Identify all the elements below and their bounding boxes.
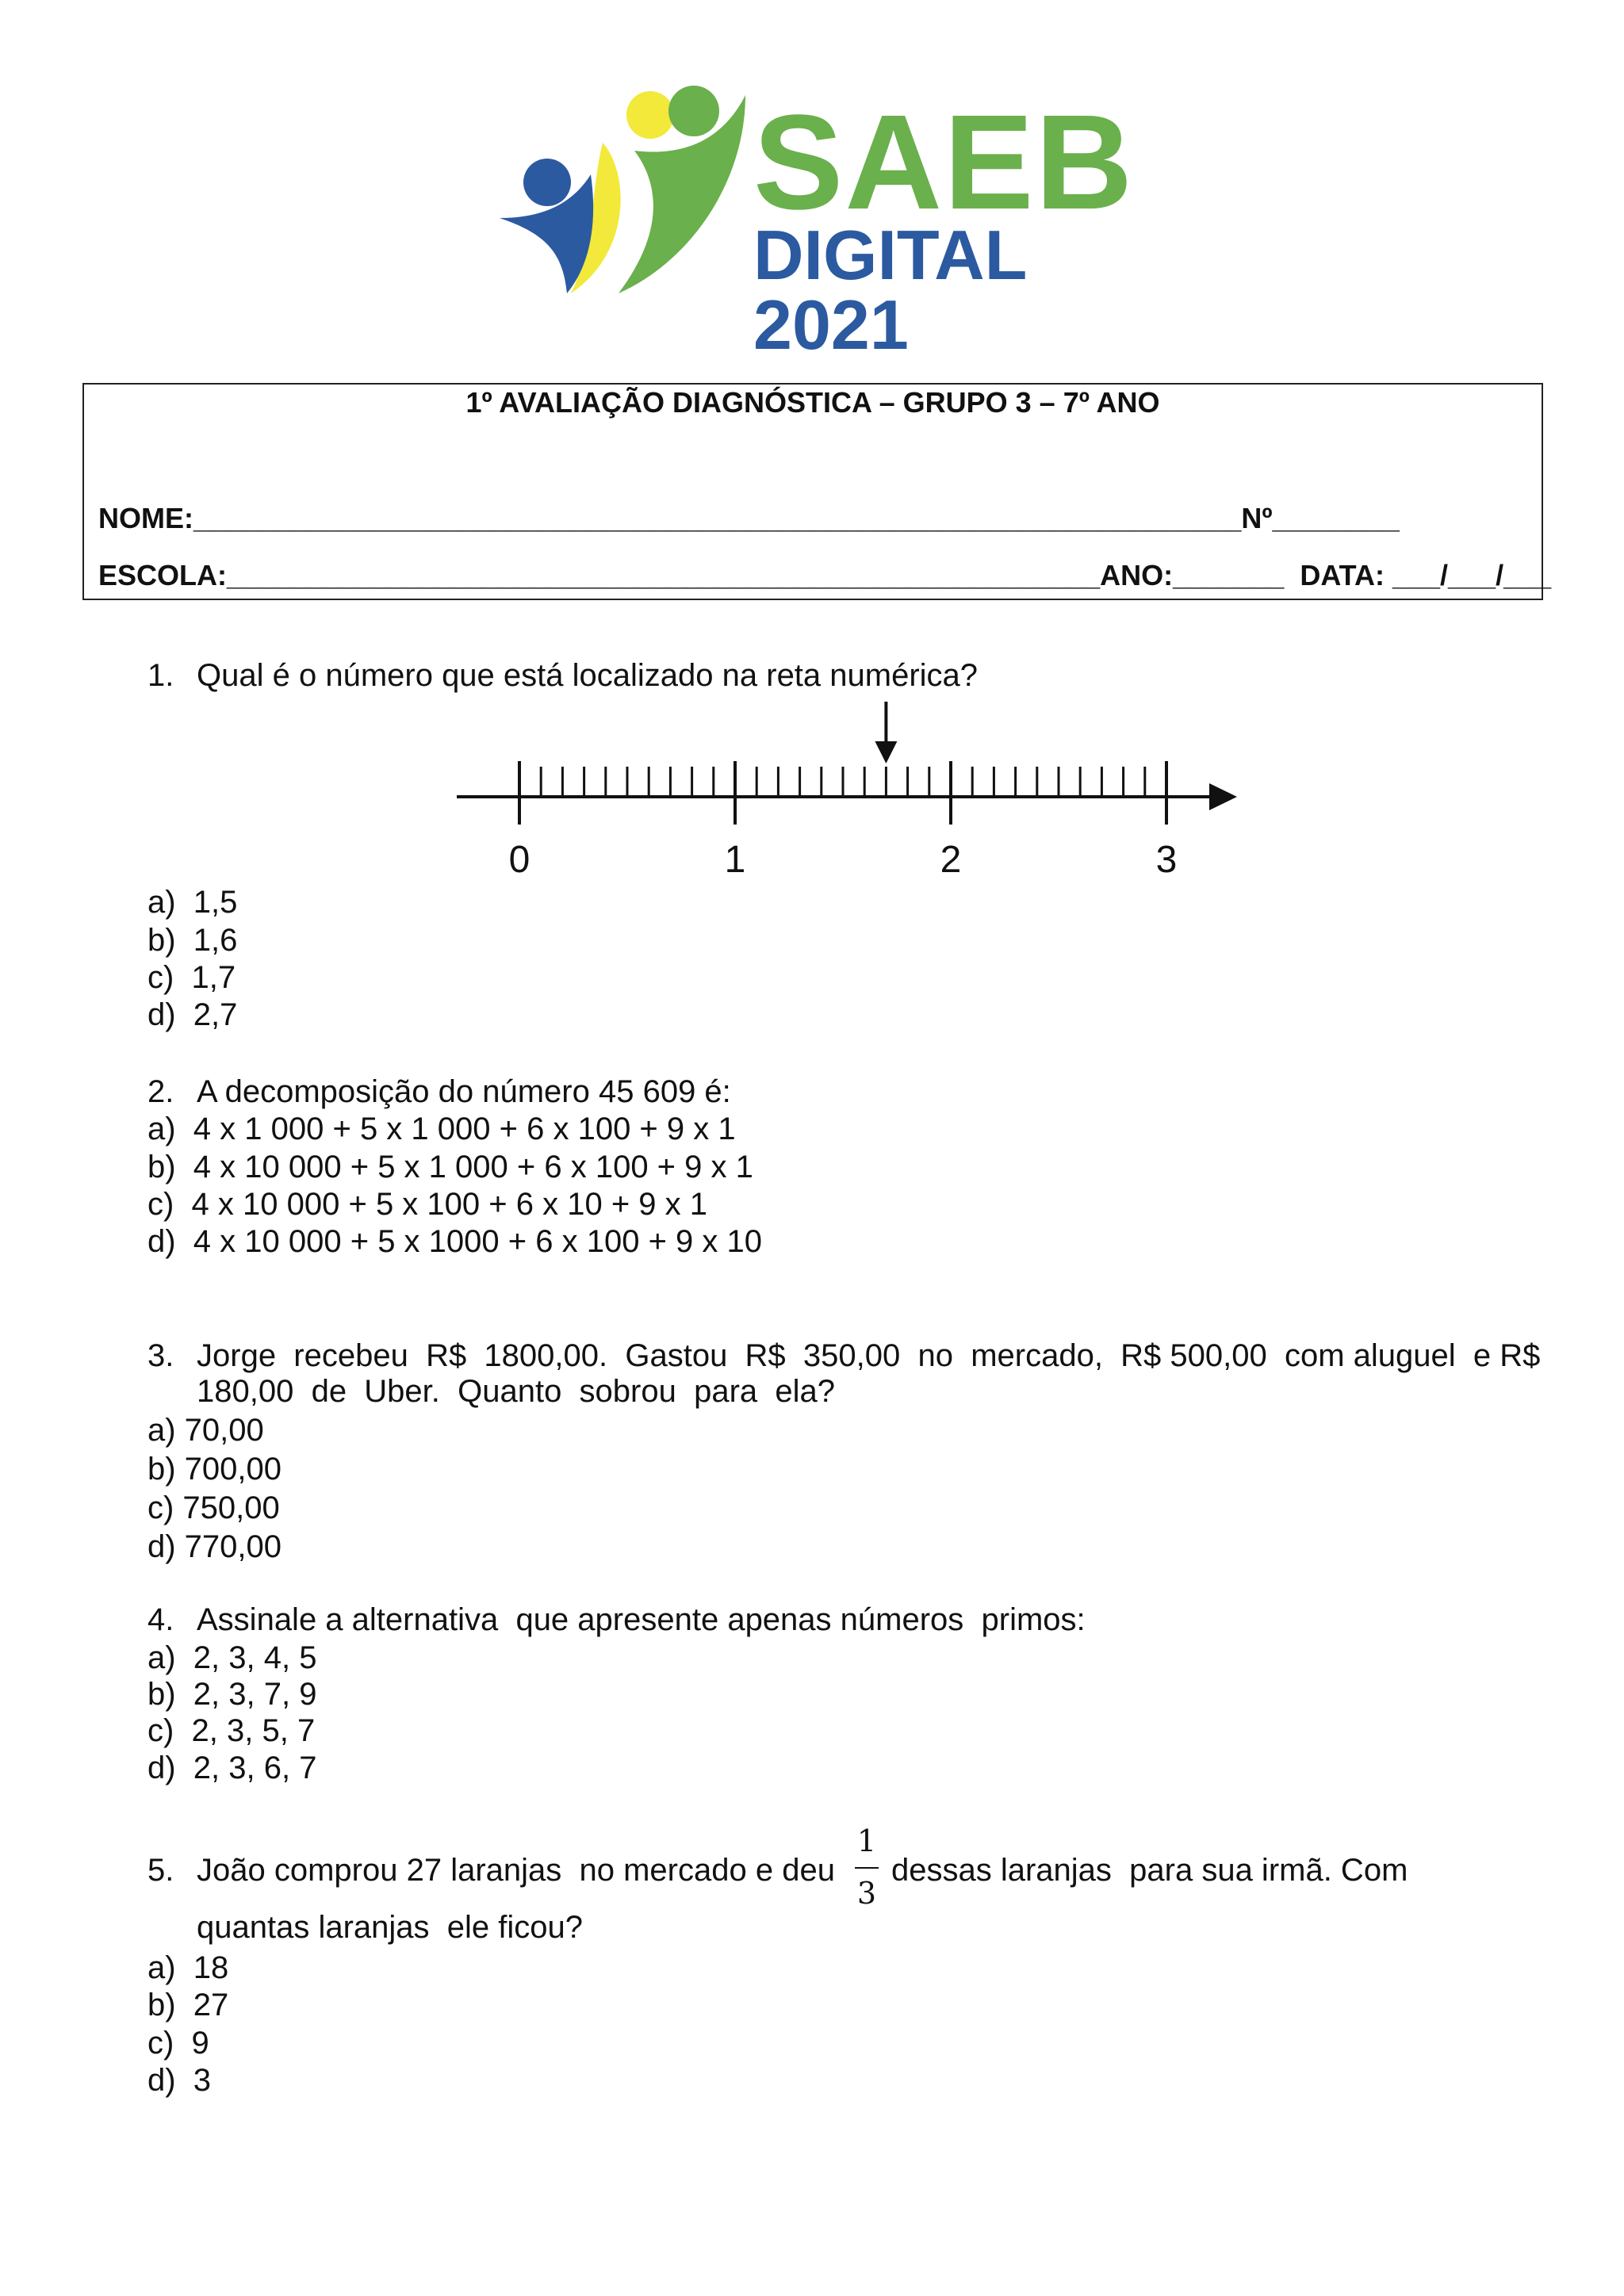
- question-4-option-c[interactable]: c) 2, 3, 5, 7: [147, 1713, 316, 1748]
- question-3-option-d[interactable]: d) 770,00: [147, 1529, 282, 1564]
- question-2-option-b[interactable]: b) 4 x 10 000 + 5 x 1 000 + 6 x 100 + 9 x 1: [147, 1150, 753, 1184]
- question-5-number: 5.: [147, 1853, 174, 1888]
- marker-arrow-icon: [875, 702, 897, 763]
- question-5-option-d[interactable]: d) 3: [147, 2063, 212, 2098]
- question-1-option-a[interactable]: a) 1,5: [147, 885, 238, 920]
- tick-label: 3: [1155, 839, 1178, 876]
- question-4-number: 4.: [147, 1602, 174, 1637]
- question-3-number: 3.: [147, 1338, 174, 1373]
- question-2-option-c[interactable]: c) 4 x 10 000 + 5 x 100 + 6 x 10 + 9 x 1: [147, 1187, 708, 1222]
- question-2-text: A decomposição do número 45 609 é:: [197, 1074, 731, 1109]
- question-3-text-line2: 180,00 de Uber. Quanto sobrou para ela?: [197, 1374, 835, 1409]
- question-1-text: Qual é o número que está localizado na reta numérica?: [197, 658, 979, 693]
- question-2-option-d[interactable]: d) 4 x 10 000 + 5 x 1000 + 6 x 100 + 9 x 10: [147, 1224, 762, 1259]
- logo-digital-text: DIGITAL 2021: [753, 216, 1026, 364]
- number-line: [452, 694, 1253, 876]
- question-5-option-c[interactable]: c) 9: [147, 2026, 209, 2061]
- saeb-logo: [492, 79, 1142, 364]
- question-5-text-line2: quantas laranjas ele ficou?: [197, 1910, 583, 1945]
- question-1-number: 1.: [147, 658, 174, 693]
- question-4-text: Assinale a alternativa que apresente apenas números primos:: [197, 1602, 1086, 1637]
- tick-label: 1: [724, 839, 746, 876]
- question-3-option-c[interactable]: c) 750,00: [147, 1490, 280, 1525]
- fraction-numerator: 1: [856, 1823, 877, 1858]
- exam-title: 1º AVALIAÇÃO DIAGNÓSTICA – GRUPO 3 – 7º ANO: [465, 386, 1160, 419]
- fraction-one-third: [853, 1823, 880, 1912]
- question-4-option-a[interactable]: a) 2, 3, 4, 5: [147, 1640, 317, 1675]
- name-number-field[interactable]: NOME:__________________________________________________________________Nº________: [98, 502, 1400, 534]
- fraction-bar: [855, 1867, 879, 1869]
- question-3-text-line1: Jorge recebeu R$ 1800,00. Gastou R$ 350,00 no mercado, R$ 500,00 com aluguel e R$: [197, 1338, 1541, 1373]
- question-2-number: 2.: [147, 1074, 174, 1109]
- fraction-denominator: 3: [856, 1876, 877, 1911]
- tick-label: 0: [508, 839, 530, 876]
- question-1-option-d[interactable]: d) 2,7: [147, 997, 238, 1032]
- question-4-option-b[interactable]: b) 2, 3, 7, 9: [147, 1677, 317, 1712]
- question-5-text-after: dessas laranjas para sua irmã. Com: [891, 1853, 1408, 1888]
- number-line-arrowhead: [1209, 783, 1237, 810]
- saeb-people-emblem: [492, 79, 753, 309]
- question-5-option-a[interactable]: a) 18: [147, 1950, 229, 1985]
- question-2-option-a[interactable]: a) 4 x 1 000 + 5 x 1 000 + 6 x 100 + 9 x 1: [147, 1112, 736, 1146]
- tick-label: 2: [940, 839, 962, 876]
- logo-saeb-text: SAEB: [753, 87, 1135, 238]
- question-4-option-d[interactable]: d) 2, 3, 6, 7: [147, 1751, 317, 1785]
- question-5-option-b[interactable]: b) 27: [147, 1988, 229, 2022]
- question-1-option-c[interactable]: c) 1,7: [147, 960, 236, 995]
- question-1-option-b[interactable]: b) 1,6: [147, 923, 238, 958]
- student-info-box: [82, 383, 1552, 600]
- school-year-date-field[interactable]: ESCOLA:_______________________________________________________ANO:_______ DATA: ___/___/___: [98, 559, 1552, 591]
- question-3-option-a[interactable]: a) 70,00: [147, 1413, 264, 1448]
- question-5-text-before: João comprou 27 laranjas no mercado e deu: [197, 1853, 835, 1888]
- question-3-option-b[interactable]: b) 700,00: [147, 1452, 282, 1487]
